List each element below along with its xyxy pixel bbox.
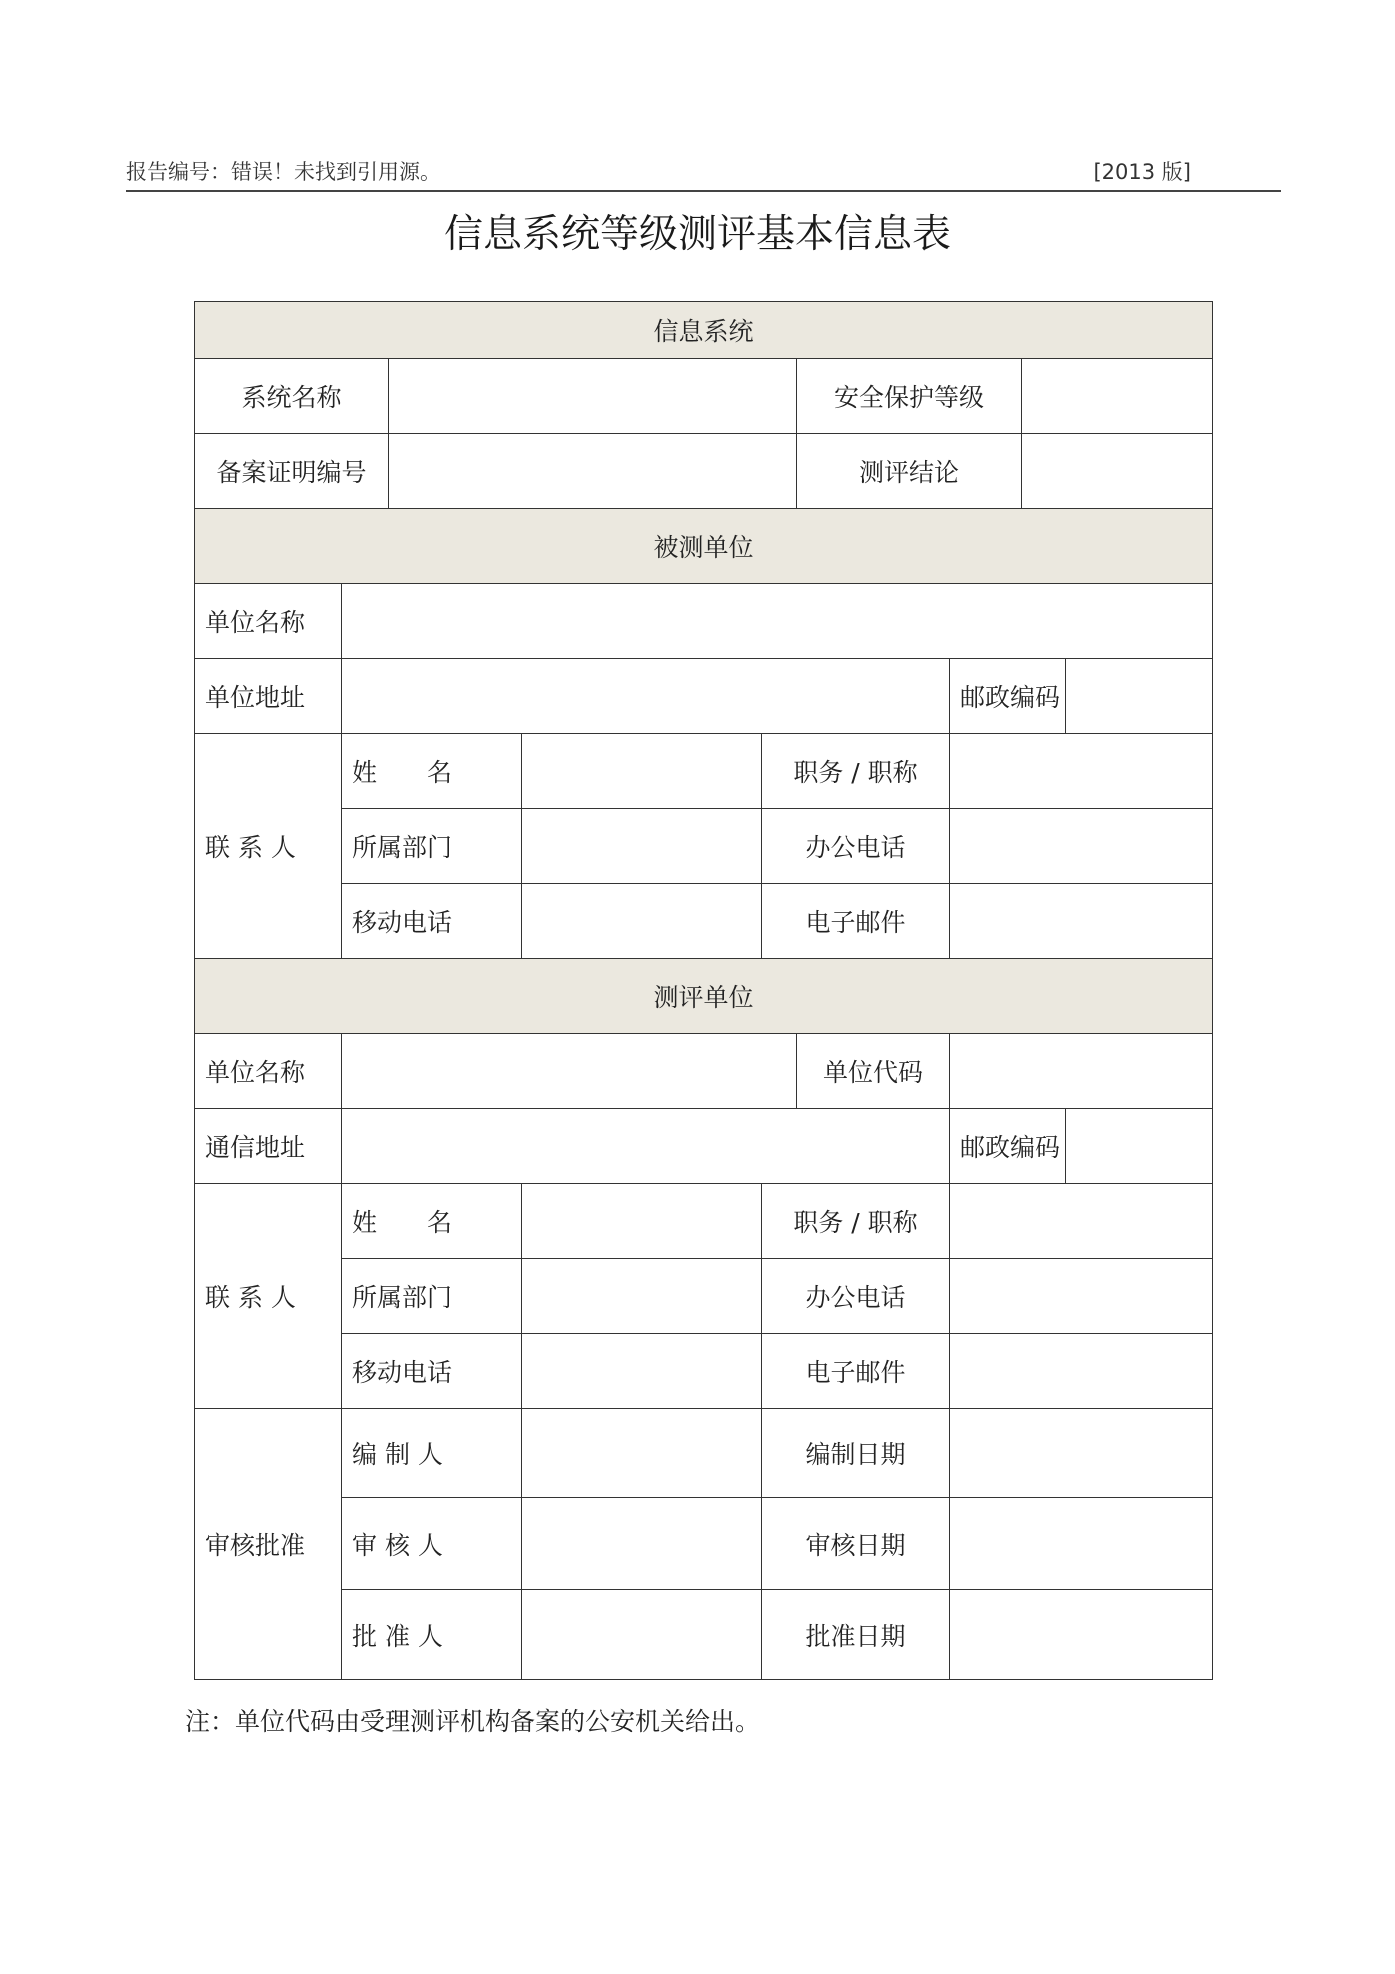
eval-contact-department-field[interactable] [522,1259,762,1334]
eval-postcode-field[interactable] [1066,1109,1213,1184]
label-system-name: 系统名称 [195,359,389,434]
label-eval-contact: 联 系 人 [195,1184,342,1409]
approver-field[interactable] [522,1590,762,1680]
label-tested-contact: 联 系 人 [195,734,342,959]
eval-address-field[interactable] [342,1109,950,1184]
label-conclusion: 测评结论 [797,434,1022,509]
tested-contact-office-phone-field[interactable] [950,809,1213,884]
eval-contact-office-phone-field[interactable] [950,1259,1213,1334]
label-approval: 审核批准 [195,1409,342,1680]
compile-date-field[interactable] [950,1409,1213,1498]
label-approver: 批 准 人 [342,1590,522,1680]
label-eval-contact-mobile: 移动电话 [342,1334,522,1409]
reviewer-field[interactable] [522,1498,762,1590]
footnote: 注：单位代码由受理测评机构备案的公安机关给出。 [185,1707,761,1736]
label-compile-date: 编制日期 [762,1409,950,1498]
label-tested-unit-name: 单位名称 [195,584,342,659]
label-protection-level: 安全保护等级 [797,359,1022,434]
label-tested-contact-department: 所属部门 [342,809,522,884]
label-reviewer: 审 核 人 [342,1498,522,1590]
label-tested-contact-mobile: 移动电话 [342,884,522,959]
label-tested-contact-office-phone: 办公电话 [762,809,950,884]
label-filing-cert-no: 备案证明编号 [195,434,389,509]
tested-contact-email-field[interactable] [950,884,1213,959]
label-eval-address: 通信地址 [195,1109,342,1184]
eval-contact-name-field[interactable] [522,1184,762,1259]
eval-contact-email-field[interactable] [950,1334,1213,1409]
label-review-date: 审核日期 [762,1498,950,1590]
tested-contact-mobile-field[interactable] [522,884,762,959]
eval-contact-mobile-field[interactable] [522,1334,762,1409]
label-eval-contact-office-phone: 办公电话 [762,1259,950,1334]
tested-contact-name-field[interactable] [522,734,762,809]
label-eval-contact-name: 姓 名 [342,1184,522,1259]
section-info-system: 信息系统 [195,302,1213,359]
eval-contact-position-field[interactable] [950,1184,1213,1259]
label-eval-contact-email: 电子邮件 [762,1334,950,1409]
label-eval-contact-position: 职务 / 职称 [762,1184,950,1259]
label-tested-contact-position: 职务 / 职称 [762,734,950,809]
section-eval-unit: 测评单位 [195,959,1213,1034]
label-tested-postcode: 邮政编码 [950,659,1066,734]
section-tested-unit: 被测单位 [195,509,1213,584]
version-label: [2013 版] [1093,160,1191,184]
approve-date-field[interactable] [950,1590,1213,1680]
label-eval-unit-name: 单位名称 [195,1034,342,1109]
label-eval-unit-code: 单位代码 [797,1034,950,1109]
report-number: 报告编号：错误！未找到引用源。 [126,160,441,184]
eval-unit-code-field[interactable] [950,1034,1213,1109]
tested-contact-position-field[interactable] [950,734,1213,809]
tested-unit-address-field[interactable] [342,659,950,734]
page-title: 信息系统等级测评基本信息表 [443,212,951,257]
label-eval-postcode: 邮政编码 [950,1109,1066,1184]
tested-postcode-field[interactable] [1066,659,1213,734]
label-tested-unit-address: 单位地址 [195,659,342,734]
tested-unit-name-field[interactable] [342,584,1213,659]
label-tested-contact-name: 姓 名 [342,734,522,809]
label-tested-contact-email: 电子邮件 [762,884,950,959]
system-name-field[interactable] [389,359,797,434]
eval-unit-name-field[interactable] [342,1034,797,1109]
basic-info-table [194,301,1213,1680]
protection-level-field[interactable] [1022,359,1213,434]
label-approve-date: 批准日期 [762,1590,950,1680]
filing-cert-no-field[interactable] [389,434,797,509]
report-header [126,154,1281,192]
conclusion-field[interactable] [1022,434,1213,509]
compiler-field[interactable] [522,1409,762,1498]
review-date-field[interactable] [950,1498,1213,1590]
tested-contact-department-field[interactable] [522,809,762,884]
label-compiler: 编 制 人 [342,1409,522,1498]
label-eval-contact-department: 所属部门 [342,1259,522,1334]
